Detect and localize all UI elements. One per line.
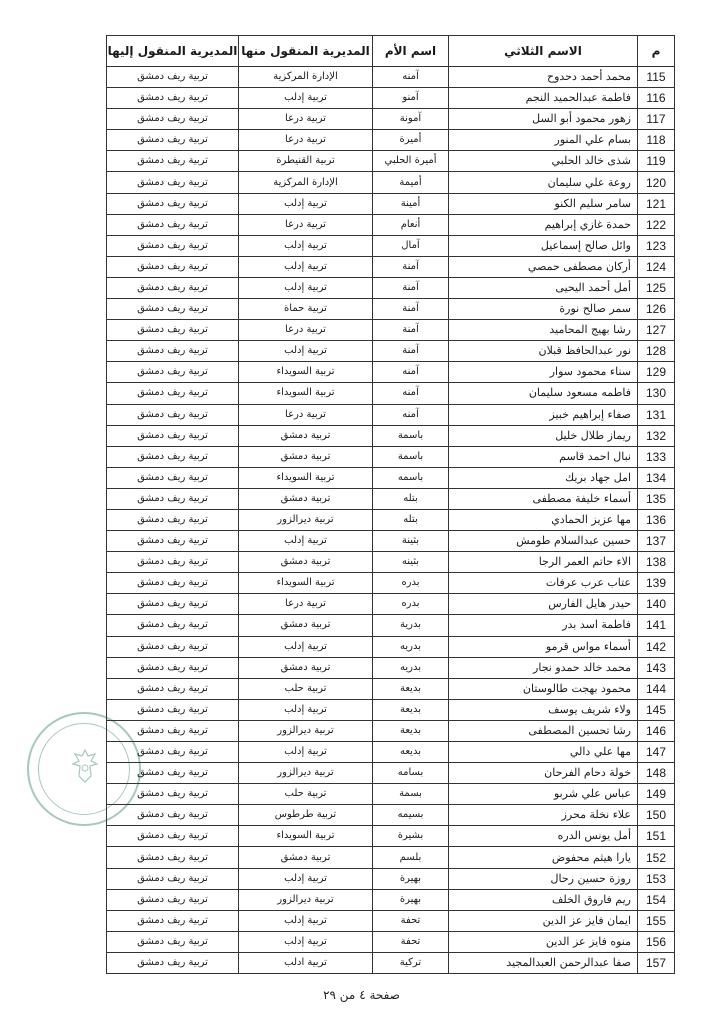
cell-num: 135 (638, 488, 675, 509)
cell-from: تربية درعا (239, 130, 373, 151)
cell-mother: آمنة (373, 256, 449, 277)
cell-to: تربية ريف دمشق (107, 847, 239, 868)
cell-name: ريماز طلال خليل (449, 425, 638, 446)
cell-to: تربية ريف دمشق (107, 130, 239, 151)
cell-num: 149 (638, 784, 675, 805)
cell-name: فاطمة عبدالحميد النجم (449, 88, 638, 109)
table-row (107, 172, 675, 193)
table-body (107, 67, 675, 974)
cell-from: تربية السويداء (239, 383, 373, 404)
cell-from: تربية دمشق (239, 425, 373, 446)
cell-num: 122 (638, 214, 675, 235)
cell-num: 138 (638, 552, 675, 573)
table-row (107, 847, 675, 868)
cell-mother: أنعام (373, 214, 449, 235)
cell-mother: تحفة (373, 910, 449, 931)
cell-from: تربية درعا (239, 320, 373, 341)
cell-to: تربية ريف دمشق (107, 488, 239, 509)
table-row (107, 320, 675, 341)
cell-name: عباس علي شربو (449, 784, 638, 805)
cell-from: تربية درعا (239, 109, 373, 130)
cell-to: تربية ريف دمشق (107, 615, 239, 636)
cell-name: رشا بهيج المحاميد (449, 320, 638, 341)
cell-to: تربية ريف دمشق (107, 531, 239, 552)
cell-from: تربية إدلب (239, 868, 373, 889)
cell-num: 123 (638, 235, 675, 256)
cell-mother: بثينه (373, 552, 449, 573)
eagle-emblem-icon (71, 748, 99, 784)
cell-mother: بدره (373, 573, 449, 594)
cell-to: تربية ريف دمشق (107, 67, 239, 88)
cell-to: تربية ريف دمشق (107, 467, 239, 488)
header-num: م (638, 36, 675, 67)
page-number: صفحة ٤ من ٢٩ (323, 988, 400, 1002)
cell-name: صفا عبدالرحمن العبدالمجيد (449, 952, 638, 973)
cell-mother: تركية (373, 952, 449, 973)
cell-num: 143 (638, 657, 675, 678)
cell-num: 125 (638, 277, 675, 298)
cell-to: تربية ريف دمشق (107, 868, 239, 889)
cell-name: محمد خالد حمدو نجار (449, 657, 638, 678)
cell-num: 118 (638, 130, 675, 151)
cell-to: تربية ريف دمشق (107, 88, 239, 109)
cell-name: بسام علي المنور (449, 130, 638, 151)
cell-num: 129 (638, 362, 675, 383)
cell-name: منوه فايز عز الدين (449, 931, 638, 952)
cell-name: محمد أحمد دحدوح (449, 67, 638, 88)
table-row (107, 910, 675, 931)
cell-name: رشا تحسين المصطفى (449, 720, 638, 741)
cell-num: 153 (638, 868, 675, 889)
cell-to: تربية ريف دمشق (107, 151, 239, 172)
cell-to: تربية ريف دمشق (107, 826, 239, 847)
cell-name: أسماء مواس قرمو (449, 636, 638, 657)
cell-mother: تحفة (373, 931, 449, 952)
cell-from: تربية إدلب (239, 636, 373, 657)
cell-num: 128 (638, 341, 675, 362)
table-row (107, 678, 675, 699)
cell-from: تربية دمشق (239, 657, 373, 678)
cell-to: تربية ريف دمشق (107, 931, 239, 952)
cell-mother: بسمة (373, 784, 449, 805)
table-row (107, 383, 675, 404)
cell-mother: بديعه (373, 742, 449, 763)
cell-name: زهور محمود أبو السل (449, 109, 638, 130)
cell-to: تربية ريف دمشق (107, 573, 239, 594)
table-row (107, 488, 675, 509)
cell-num: 119 (638, 151, 675, 172)
cell-mother: بسامه (373, 763, 449, 784)
cell-to: تربية ريف دمشق (107, 446, 239, 467)
cell-num: 141 (638, 615, 675, 636)
table-row (107, 594, 675, 615)
table-row (107, 552, 675, 573)
cell-mother: بدرية (373, 615, 449, 636)
cell-to: تربية ريف دمشق (107, 552, 239, 573)
cell-from: تربية دمشق (239, 446, 373, 467)
cell-mother: آمنو (373, 88, 449, 109)
table-row (107, 784, 675, 805)
table-row (107, 531, 675, 552)
cell-num: 139 (638, 573, 675, 594)
table-row (107, 805, 675, 826)
cell-to: تربية ريف دمشق (107, 657, 239, 678)
cell-to: تربية ريف دمشق (107, 594, 239, 615)
cell-from: تربية دمشق (239, 615, 373, 636)
table-row (107, 214, 675, 235)
cell-from: تربية حلب (239, 784, 373, 805)
cell-from: تربية إدلب (239, 531, 373, 552)
cell-num: 115 (638, 67, 675, 88)
cell-name: روعة علي سليمان (449, 172, 638, 193)
cell-to: تربية ريف دمشق (107, 299, 239, 320)
cell-name: يارا هيثم محفوض (449, 847, 638, 868)
table-row (107, 341, 675, 362)
cell-name: سامر سليم الكنو (449, 193, 638, 214)
cell-name: نور عبدالحافظ قبلان (449, 341, 638, 362)
cell-mother: بديعة (373, 720, 449, 741)
cell-mother: أميرة (373, 130, 449, 151)
table-row (107, 889, 675, 910)
cell-from: تربية القنيطرة (239, 151, 373, 172)
table-row (107, 130, 675, 151)
cell-name: فاطمة اسد بدر (449, 615, 638, 636)
cell-num: 117 (638, 109, 675, 130)
cell-from: تربية دمشق (239, 847, 373, 868)
table-row (107, 868, 675, 889)
cell-to: تربية ريف دمشق (107, 235, 239, 256)
cell-mother: أميرة الحلبي (373, 151, 449, 172)
cell-name: أسماء خليفة مصطفى (449, 488, 638, 509)
cell-num: 121 (638, 193, 675, 214)
table-row (107, 763, 675, 784)
cell-to: تربية ريف دمشق (107, 509, 239, 530)
cell-mother: آمنه (373, 67, 449, 88)
table-row (107, 88, 675, 109)
cell-from: تربية إدلب (239, 277, 373, 298)
cell-num: 157 (638, 952, 675, 973)
cell-num: 126 (638, 299, 675, 320)
cell-to: تربية ريف دمشق (107, 172, 239, 193)
cell-from: تربية دمشق (239, 552, 373, 573)
cell-from: تربية إدلب (239, 256, 373, 277)
header-name: الاسم الثلاثي (449, 36, 638, 67)
cell-to: تربية ريف دمشق (107, 404, 239, 425)
table-row (107, 404, 675, 425)
cell-name: مها علي دالي (449, 742, 638, 763)
cell-to: تربية ريف دمشق (107, 784, 239, 805)
cell-mother: آمنه (373, 362, 449, 383)
cell-from: تربية درعا (239, 214, 373, 235)
cell-num: 136 (638, 509, 675, 530)
cell-num: 127 (638, 320, 675, 341)
cell-name: ريم فاروق الخلف (449, 889, 638, 910)
table-row (107, 931, 675, 952)
cell-mother: بثينة (373, 531, 449, 552)
table-row (107, 826, 675, 847)
cell-mother: بتله (373, 509, 449, 530)
cell-name: ايمان فايز عز الدين (449, 910, 638, 931)
cell-from: تربية إدلب (239, 742, 373, 763)
cell-mother: آمنة (373, 320, 449, 341)
cell-name: محمود بهجت طالوستان (449, 678, 638, 699)
cell-num: 144 (638, 678, 675, 699)
table-row (107, 467, 675, 488)
cell-to: تربية ريف دمشق (107, 763, 239, 784)
cell-to: تربية ريف دمشق (107, 720, 239, 741)
table-row (107, 657, 675, 678)
cell-mother: بهيرة (373, 868, 449, 889)
cell-to: تربية ريف دمشق (107, 742, 239, 763)
cell-num: 150 (638, 805, 675, 826)
table-row (107, 425, 675, 446)
cell-mother: آمنة (373, 299, 449, 320)
cell-from: الإدارة المركزية (239, 172, 373, 193)
cell-from: تربية ديرالزور (239, 509, 373, 530)
cell-from: تربية ادلب (239, 952, 373, 973)
cell-from: تربية السويداء (239, 467, 373, 488)
table-row (107, 67, 675, 88)
cell-num: 131 (638, 404, 675, 425)
cell-from: تربية إدلب (239, 341, 373, 362)
cell-from: تربية السويداء (239, 573, 373, 594)
table-row (107, 151, 675, 172)
cell-from: تربية السويداء (239, 826, 373, 847)
cell-mother: باسمه (373, 467, 449, 488)
cell-to: تربية ريف دمشق (107, 277, 239, 298)
cell-mother: أمينة (373, 193, 449, 214)
cell-name: الاء حاتم العمر الرجا (449, 552, 638, 573)
table-row (107, 720, 675, 741)
cell-to: تربية ريف دمشق (107, 320, 239, 341)
cell-from: تربية دمشق (239, 488, 373, 509)
cell-from: تربية ديرالزور (239, 763, 373, 784)
cell-num: 132 (638, 425, 675, 446)
cell-from: تربية إدلب (239, 699, 373, 720)
cell-num: 140 (638, 594, 675, 615)
cell-from: تربية طرطوس (239, 805, 373, 826)
cell-from: تربية درعا (239, 594, 373, 615)
cell-to: تربية ريف دمشق (107, 805, 239, 826)
table-row (107, 636, 675, 657)
cell-mother: بشيرة (373, 826, 449, 847)
cell-num: 148 (638, 763, 675, 784)
cell-num: 137 (638, 531, 675, 552)
cell-to: تربية ريف دمشق (107, 341, 239, 362)
cell-name: حسين عبدالسلام طومش (449, 531, 638, 552)
cell-num: 151 (638, 826, 675, 847)
cell-num: 130 (638, 383, 675, 404)
cell-to: تربية ريف دمشق (107, 678, 239, 699)
table-row (107, 573, 675, 594)
table-header-row (107, 36, 675, 67)
cell-num: 147 (638, 742, 675, 763)
cell-mother: بتله (373, 488, 449, 509)
cell-name: نبال احمد قاسم (449, 446, 638, 467)
cell-name: امل جهاد بريك (449, 467, 638, 488)
table-row (107, 446, 675, 467)
table-row (107, 615, 675, 636)
table-row (107, 509, 675, 530)
cell-mother: بلسم (373, 847, 449, 868)
cell-mother: بسيمه (373, 805, 449, 826)
table-row (107, 256, 675, 277)
cell-from: تربية حلب (239, 678, 373, 699)
cell-name: ولاء شريف يوسف (449, 699, 638, 720)
cell-name: أمل أحمد اليحيى (449, 277, 638, 298)
cell-from: تربية إدلب (239, 910, 373, 931)
table-row (107, 699, 675, 720)
cell-to: تربية ريف دمشق (107, 910, 239, 931)
cell-from: تربية إدلب (239, 88, 373, 109)
cell-from: تربية درعا (239, 404, 373, 425)
cell-from: تربية السويداء (239, 362, 373, 383)
cell-mother: باسمة (373, 425, 449, 446)
cell-num: 154 (638, 889, 675, 910)
cell-mother: آمونة (373, 109, 449, 130)
table-row (107, 299, 675, 320)
table-row (107, 235, 675, 256)
cell-num: 145 (638, 699, 675, 720)
cell-from: تربية إدلب (239, 193, 373, 214)
cell-mother: بديعة (373, 678, 449, 699)
header-from: المديرية المنقول منها (239, 36, 373, 67)
cell-name: فاطمه مسعود سليمان (449, 383, 638, 404)
cell-mother: بهيرة (373, 889, 449, 910)
cell-name: حيدر هايل الفارس (449, 594, 638, 615)
cell-num: 142 (638, 636, 675, 657)
cell-name: أركان مصطفى حمصي (449, 256, 638, 277)
table-row (107, 742, 675, 763)
cell-name: علاء نخلة محرز (449, 805, 638, 826)
table-row (107, 109, 675, 130)
cell-name: عتاب عرب عرفات (449, 573, 638, 594)
cell-num: 134 (638, 467, 675, 488)
cell-name: صفاء إبراهيم خبيز (449, 404, 638, 425)
cell-num: 146 (638, 720, 675, 741)
table-row (107, 193, 675, 214)
cell-from: تربية ديرالزور (239, 889, 373, 910)
cell-to: تربية ريف دمشق (107, 952, 239, 973)
cell-name: خولة دحام الفرحان (449, 763, 638, 784)
cell-name: حمدة غازي إبراهيم (449, 214, 638, 235)
header-mother: اسم الأم (373, 36, 449, 67)
cell-mother: آمنة (373, 277, 449, 298)
cell-to: تربية ريف دمشق (107, 256, 239, 277)
cell-mother: بدريه (373, 657, 449, 678)
cell-name: روزة حسين رحال (449, 868, 638, 889)
cell-mother: آمنة (373, 341, 449, 362)
cell-mother: آمال (373, 235, 449, 256)
cell-mother: باسمة (373, 446, 449, 467)
cell-to: تربية ريف دمشق (107, 362, 239, 383)
cell-num: 152 (638, 847, 675, 868)
cell-mother: أميمة (373, 172, 449, 193)
cell-to: تربية ريف دمشق (107, 636, 239, 657)
cell-num: 155 (638, 910, 675, 931)
cell-to: تربية ريف دمشق (107, 193, 239, 214)
cell-name: أمل يونس الدره (449, 826, 638, 847)
cell-to: تربية ريف دمشق (107, 889, 239, 910)
transfer-table (106, 35, 675, 974)
table-row (107, 277, 675, 298)
cell-name: سمر صالح نورة (449, 299, 638, 320)
cell-num: 156 (638, 931, 675, 952)
cell-name: مها عزيز الحمادي (449, 509, 638, 530)
cell-to: تربية ريف دمشق (107, 383, 239, 404)
cell-name: سناء محمود سوار (449, 362, 638, 383)
cell-mother: بدريه (373, 636, 449, 657)
cell-name: شذى خالد الحلبي (449, 151, 638, 172)
cell-from: تربية حماة (239, 299, 373, 320)
cell-name: وائل صالح إسماعيل (449, 235, 638, 256)
table-row (107, 952, 675, 973)
cell-to: تربية ريف دمشق (107, 699, 239, 720)
cell-mother: آمنه (373, 404, 449, 425)
cell-to: تربية ريف دمشق (107, 214, 239, 235)
cell-from: تربية إدلب (239, 931, 373, 952)
cell-to: تربية ريف دمشق (107, 109, 239, 130)
cell-from: الإدارة المركزية (239, 67, 373, 88)
header-to: المديرية المنقول إليها (107, 36, 239, 67)
table-row (107, 362, 675, 383)
cell-num: 116 (638, 88, 675, 109)
cell-mother: بدره (373, 594, 449, 615)
cell-from: تربية إدلب (239, 235, 373, 256)
cell-to: تربية ريف دمشق (107, 425, 239, 446)
cell-from: تربية ديرالزور (239, 720, 373, 741)
cell-mother: بديعة (373, 699, 449, 720)
cell-num: 124 (638, 256, 675, 277)
cell-num: 120 (638, 172, 675, 193)
cell-num: 133 (638, 446, 675, 467)
cell-mother: آمنه (373, 383, 449, 404)
